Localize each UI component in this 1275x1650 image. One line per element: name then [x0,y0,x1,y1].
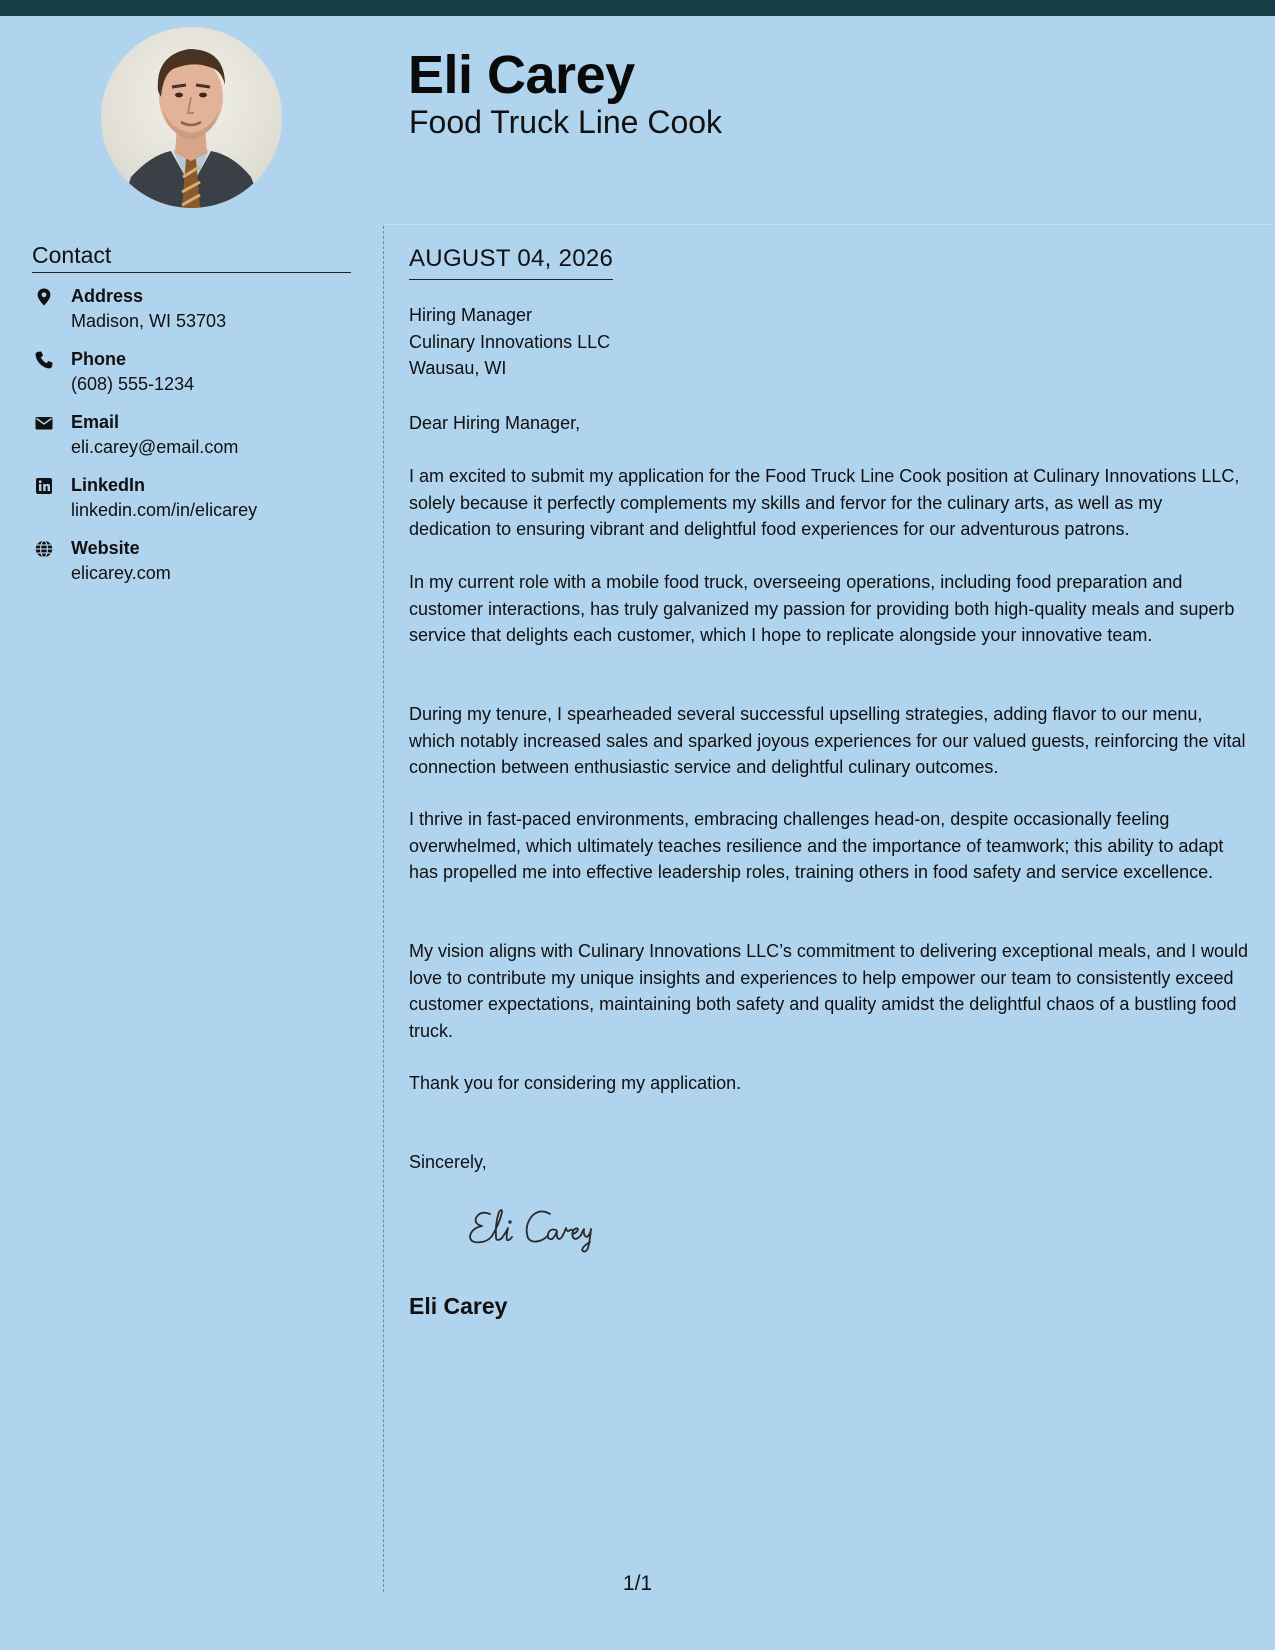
contact-value[interactable]: elicarey.com [71,563,171,583]
contact-label: Address [71,286,144,306]
body-paragraph: During my tenure, I spearheaded several successful upselling strategies, adding flavor to our menu, which notably increased sales and sparked joyous experiences for our valued guests, reinforcing the vital connection between enthusiastic service and delightful culinary outcomes. [409,704,1246,777]
contact-item-website [32,536,352,599]
profile-photo [101,27,282,208]
contact-label: Email [71,412,120,432]
header-divider [384,224,1275,225]
signature-image [462,1200,632,1260]
body-paragraph: I am excited to submit my application for the Food Truck Line Cook position at Culinary Innovations LLC, solely because it perfectly complements my skills and fervor for the culinary arts, as well as my dedication to ensuring vibrant and delightful food experiences for our adventurous patrons. [409,466,1240,539]
contact-item-linkedin [32,473,352,536]
envelope-icon [34,413,54,433]
contact-list [32,284,352,599]
contact-label: LinkedIn [71,475,146,495]
contact-value: (608) 555-1234 [71,374,195,394]
contact-item-email [32,410,352,473]
recipient-line: Hiring Manager [409,305,533,325]
thanks-line: Thank you for considering my application. [409,1073,742,1093]
contact-value[interactable]: eli.carey@email.com [71,437,239,457]
globe-icon [34,539,54,559]
closing: Sincerely, [409,1152,487,1172]
page-number: 1/1 [622,1572,653,1595]
map-pin-icon [34,287,54,307]
salutation: Dear Hiring Manager, [409,413,581,433]
body-paragraph: My vision aligns with Culinary Innovations LLC’s commitment to delivering exceptional meals, and I would love to contribute my unique insights and experiences to help empower our team to consistently exceed customer expectations, maintaining both safety and quality amidst the delightful chaos of a bustling food truck. [409,941,1249,1041]
contact-item-phone [32,347,352,410]
column-divider [383,226,384,1592]
contact-value: Madison, WI 53703 [71,311,227,331]
recipient-line: Wausau, WI [409,358,507,378]
phone-icon [34,350,54,370]
letter-date: AUGUST 04, 2026 [409,243,613,280]
body-paragraph: In my current role with a mobile food truck, overseeing operations, including food preparation and customer interactions, has truly galvanized my passion for providing both high-quality meals and superb service that delights each customer, which I hope to replicate alongside your innovative team. [409,572,1235,645]
top-accent-bar [0,0,1275,16]
linkedin-icon [34,476,54,496]
contact-item-address [32,284,352,347]
contact-label: Website [71,538,140,558]
recipient-line: Culinary Innovations LLC [409,331,611,352]
contact-heading: Contact [32,240,351,273]
signer-name: Eli Carey [409,1293,508,1319]
contact-value[interactable]: linkedin.com/in/elicarey [71,500,258,520]
body-paragraph: I thrive in fast-paced environments, embracing challenges head-on, despite occasionally feeling overwhelmed, which ultimately teaches resilience and the importance of teamwork; this ability to adapt has propelled me into effective leadership roles, training others in food safety and service excellence. [409,809,1224,882]
applicant-name: Eli Carey [408,45,635,105]
job-title: Food Truck Line Cook [409,104,723,140]
contact-label: Phone [71,349,127,369]
recipient-block [409,302,610,382]
